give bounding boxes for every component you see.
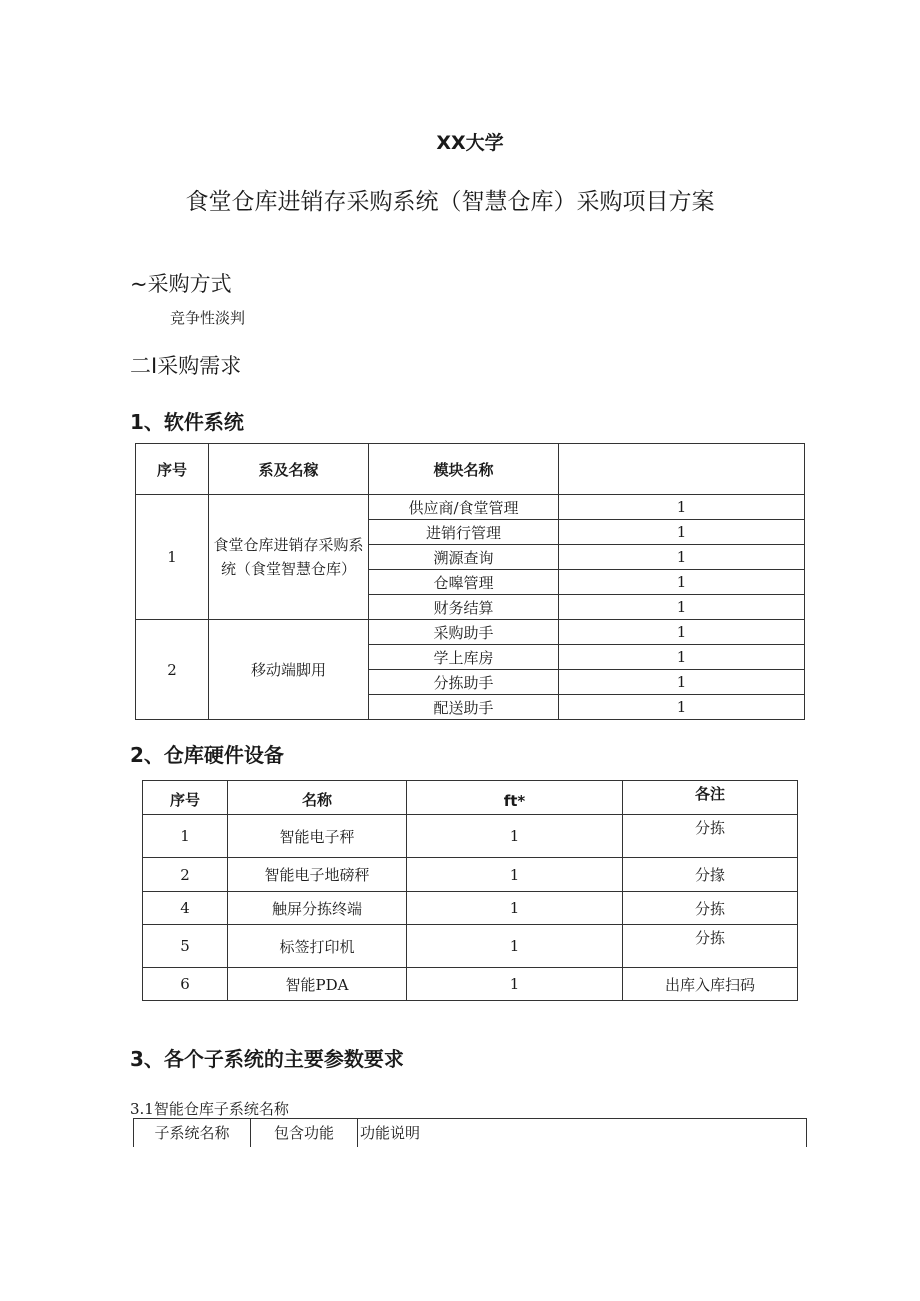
module-name: 采购助手 [369, 620, 559, 645]
header-cell: 系及名稼 [209, 444, 369, 495]
device-note: 分掾 [623, 858, 798, 892]
module-qty: 1 [559, 570, 805, 595]
header-cell: ft* [407, 781, 623, 815]
header-cell: 包含功能 [251, 1119, 358, 1147]
table-row [136, 495, 805, 520]
hardware-heading: 2、仓库硬件设备 [130, 743, 284, 767]
section-procurement-method-heading: ~采购方式 [130, 272, 232, 296]
device-qty: 1 [407, 815, 623, 858]
software-system-heading: 1、软件系统 [130, 410, 244, 434]
subsystem-header-row [134, 1119, 807, 1147]
module-qty: 1 [559, 595, 805, 620]
table-row [143, 858, 798, 892]
module-name: 配送助手 [369, 695, 559, 720]
module-name: 财务结算 [369, 595, 559, 620]
device-note: 分拣 [623, 892, 798, 925]
row-number: 5 [143, 925, 228, 968]
procurement-method-text: 竞争性淡判 [170, 309, 246, 327]
software-table [135, 443, 805, 720]
device-qty: 1 [407, 968, 623, 1001]
module-qty: 1 [559, 670, 805, 695]
table-row [136, 620, 805, 645]
device-note: 分拣 [623, 815, 798, 858]
module-name: 分拣助手 [369, 670, 559, 695]
module-name: 进销行管理 [369, 520, 559, 545]
module-qty: 1 [559, 520, 805, 545]
module-name: 仓嗥管理 [369, 570, 559, 595]
row-number: 2 [143, 858, 228, 892]
header-cell: 子系统名称 [134, 1119, 251, 1147]
group-number: 1 [136, 495, 209, 620]
subsystem-table [133, 1118, 807, 1147]
header-cell: 各注 [623, 781, 798, 815]
header-cell: 名称 [228, 781, 407, 815]
module-qty: 1 [559, 545, 805, 570]
hardware-header-row [143, 781, 798, 815]
module-qty: 1 [559, 495, 805, 520]
row-number: 6 [143, 968, 228, 1001]
table-row [143, 968, 798, 1001]
params-heading: 3、各个子系统的主要参数要求 [130, 1047, 404, 1071]
module-qty: 1 [559, 620, 805, 645]
module-qty: 1 [559, 695, 805, 720]
module-qty: 1 [559, 645, 805, 670]
device-name: 标签打印机 [228, 925, 407, 968]
device-note: 出库入库扫码 [623, 968, 798, 1001]
group-name: 食堂仓库进销存采购系统（食堂智慧仓库） [209, 495, 369, 620]
table-row [143, 925, 798, 968]
module-name: 供应商/食堂管理 [369, 495, 559, 520]
device-qty: 1 [407, 858, 623, 892]
row-number: 1 [143, 815, 228, 858]
table-row [143, 892, 798, 925]
software-header-row [136, 444, 805, 495]
device-name: 智能电子秤 [228, 815, 407, 858]
device-qty: 1 [407, 892, 623, 925]
section-procurement-needs-heading: 二I采购需求 [130, 354, 242, 378]
module-name: 溯源查询 [369, 545, 559, 570]
university-name: XX大学 [436, 132, 504, 154]
device-qty: 1 [407, 925, 623, 968]
device-name: 智能电子地磅秤 [228, 858, 407, 892]
header-cell [559, 444, 805, 495]
group-name: 移动端脚用 [209, 620, 369, 720]
header-cell: 序号 [143, 781, 228, 815]
document-title: 食堂仓库进销存采购系统（智慧仓库）采购项目方案 [185, 189, 715, 215]
group-number: 2 [136, 620, 209, 720]
header-cell: 模块名称 [369, 444, 559, 495]
device-note: 分拣 [623, 925, 798, 968]
header-cell: 序号 [136, 444, 209, 495]
header-cell: 功能说明 [358, 1119, 807, 1147]
module-name: 学上库房 [369, 645, 559, 670]
table-row [143, 815, 798, 858]
hardware-table [142, 780, 798, 1001]
params-subheading: 3.1智能仓库子系统名称 [130, 1100, 289, 1118]
row-number: 4 [143, 892, 228, 925]
device-name: 智能PDA [228, 968, 407, 1001]
device-name: 触屏分拣终端 [228, 892, 407, 925]
